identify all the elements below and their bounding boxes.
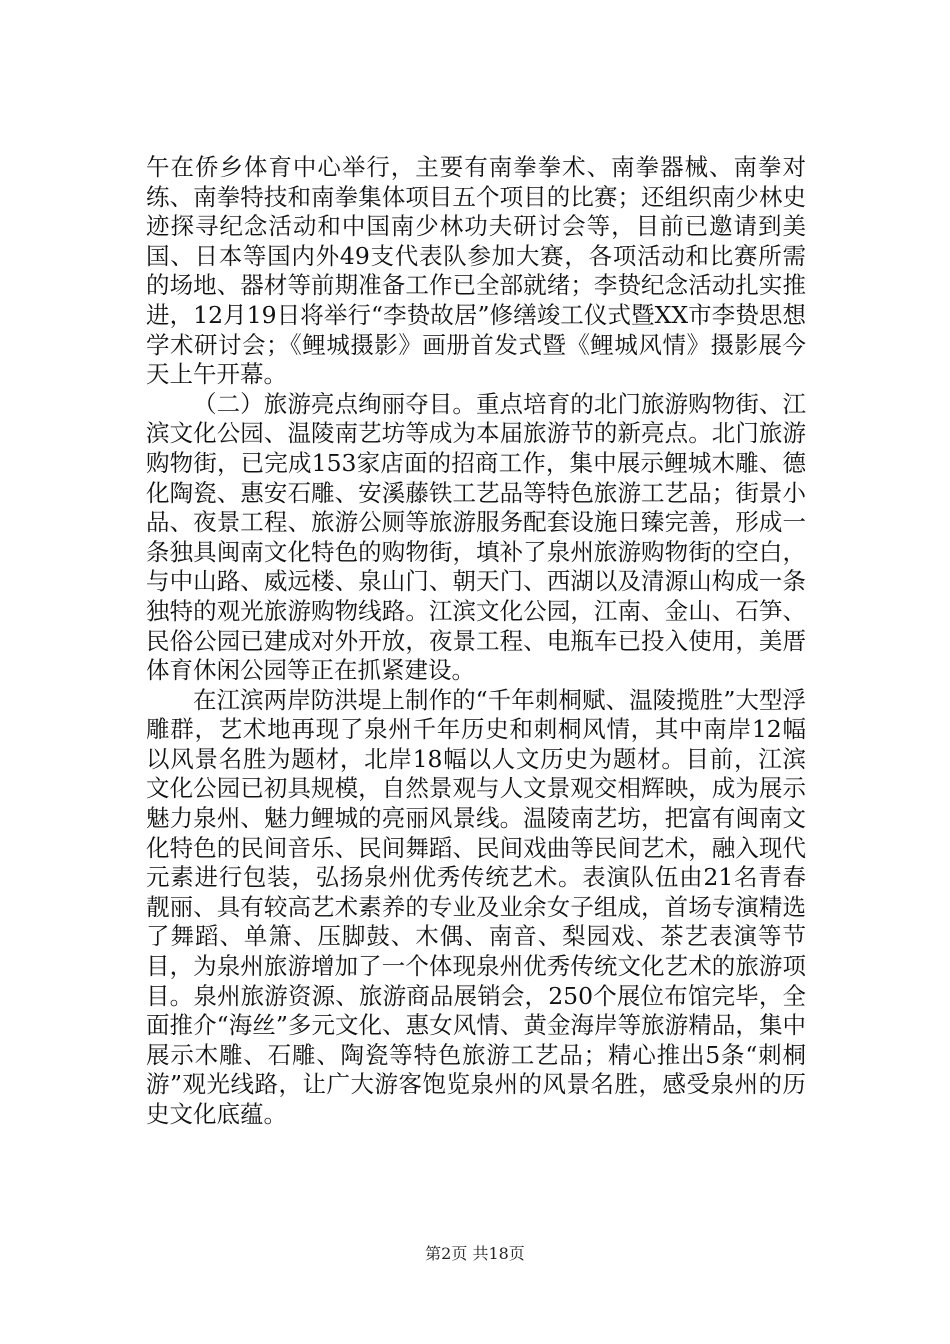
paragraph-tourism-highlights: （二）旅游亮点绚丽夺目。重点培育的北门旅游购物街、江滨文化公园、温陵南艺坊等成为本届旅游节的新亮点。北门旅游购物街，已完成153家店面的招商工作，集中展示鲤城木雕、德化陶瓷、惠安石雕、安溪藤铁工艺品等特色旅游工艺品；街景小品、夜景工程、旅游公厕等旅游服务配套设施日臻完善，形成一条独具闽南文化特色的购物街，填补了泉州旅游购物街的空白，与中山路、威远楼、泉山门、朝天门、西湖以及清源山构成一条独特的观光旅游购物线路。江滨文化公园，江南、金山、石笋、民俗公园已建成对外开放，夜景工程、电瓶车已投入使用，美厝体育休闲公园等正在抓紧建设。 [146, 389, 806, 685]
document-body [146, 153, 806, 1130]
paragraph-riverside-reliefs: 在江滨两岸防洪堤上制作的“千年刺桐赋、温陵揽胜”大型浮雕群，艺术地再现了泉州千年历史和刺桐风情，其中南岸12幅以风景名胜为题材，北岸18幅以人文历史为题材。目前，江滨文化公园已初具规模，自然景观与人文景观交相辉映，成为展示魅力泉州、魅力鲤城的亮丽风景线。温陵南艺坊，把富有闽南文化特色的民间音乐、民间舞蹈、民间戏曲等民间艺术，融入现代元素进行包装，弘扬泉州优秀传统艺术。表演队伍由21名青春靓丽、具有较高艺术素养的专业及业余女子组成，首场专演精选了舞蹈、单箫、压脚鼓、木偶、南音、梨园戏、茶艺表演等节目，为泉州旅游增加了一个体现泉州优秀传统文化艺术的旅游项目。泉州旅游资源、旅游商品展销会，250个展位布馆完毕，全面推介“海丝”多元文化、惠女风情、黄金海岸等旅游精品，集中展示木雕、石雕、陶瓷等特色旅游工艺品；精心推出5条“刺桐游”观光线路，让广大游客饱览泉州的风景名胜，感受泉州的历史文化底蕴。 [146, 685, 806, 1128]
paragraph-continued: 午在侨乡体育中心举行，主要有南拳拳术、南拳器械、南拳对练、南拳特技和南拳集体项目五个项目的比赛；还组织南少林史迹探寻纪念活动和中国南少林功夫研讨会等，目前已邀请到美国、日本等国内外49支代表队参加大赛，各项活动和比赛所需的场地、器材等前期准备工作已全部就绪；李贽纪念活动扎实推进，12月19日将举行“李贽故居”修缮竣工仪式暨XX市李贽思想学术研讨会；《鲤城摄影》画册首发式暨《鲤城风情》摄影展今天上午开幕。 [146, 153, 806, 389]
page-number-footer: 第2页 共18页 [425, 1244, 525, 1263]
